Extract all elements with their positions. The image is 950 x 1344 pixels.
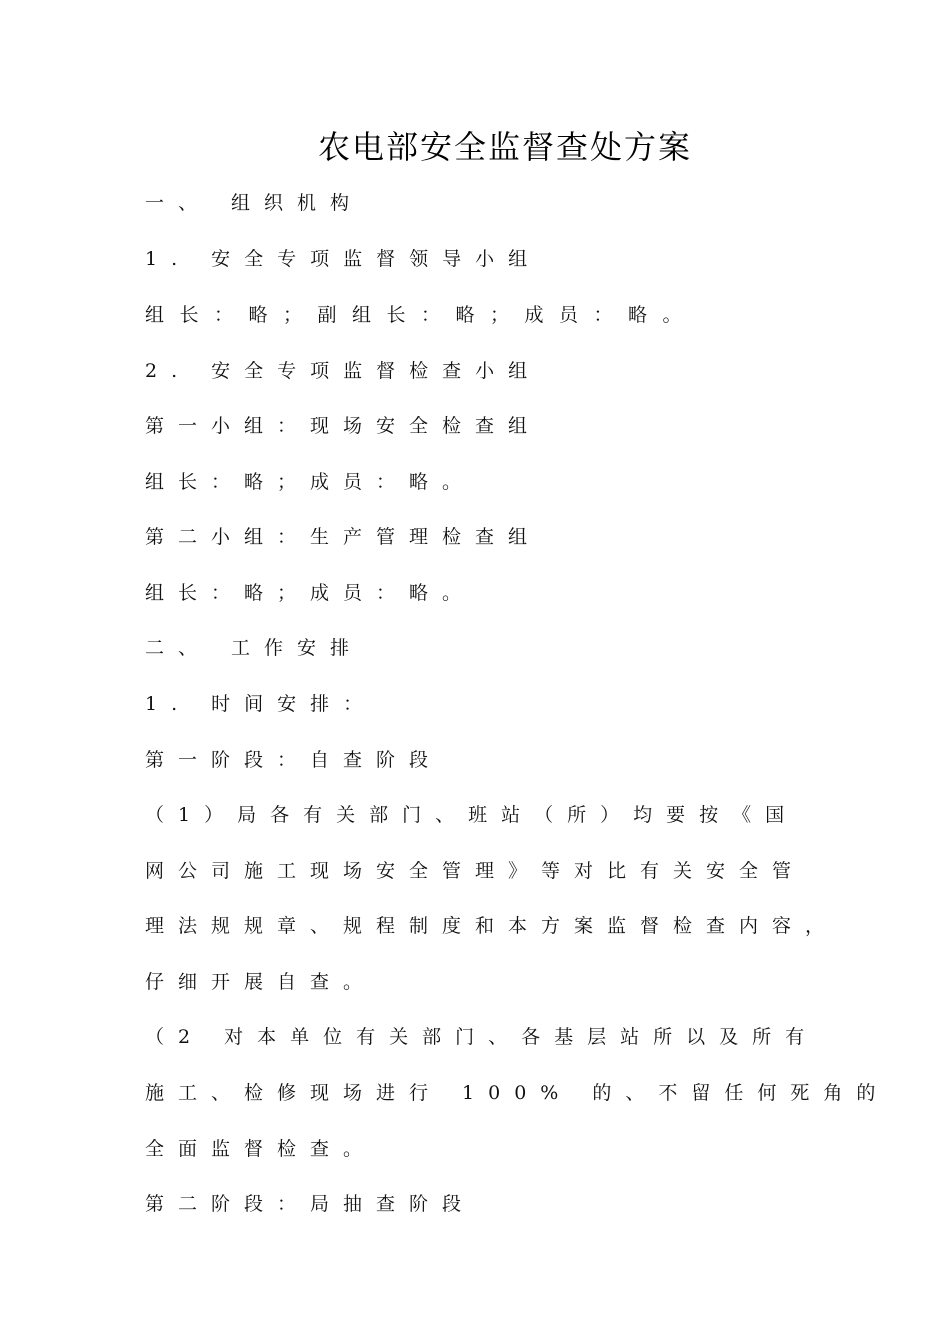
- section-heading-organization: 一、 组织机构: [145, 192, 364, 214]
- paragraph-line: 仔细开展自查。: [145, 971, 377, 993]
- paragraph-line: 组长：略；副组长：略；成员：略。: [145, 304, 698, 326]
- paragraph-line: 网公司施工现场安全管理》等对比有关安全管: [145, 860, 806, 882]
- section-heading-work-arrangement: 二、 工作安排: [145, 637, 364, 659]
- paragraph-line: 2. 安全专项监督检查小组: [145, 360, 542, 382]
- paragraph-line: 施工、检修现场进行 100% 的、不留任何死角的: [145, 1082, 890, 1104]
- paragraph-line: 第二阶段：局抽查阶段: [145, 1193, 476, 1215]
- paragraph-line: 第一阶段：自查阶段: [145, 749, 443, 771]
- paragraph-line: （1）局各有关部门、班站（所）均要按《国: [145, 804, 799, 826]
- document-title: 农电部安全监督查处方案: [317, 128, 692, 166]
- paragraph-line: 1. 时间安排：: [145, 693, 377, 715]
- paragraph-line: 第一小组：现场安全检查组: [145, 415, 542, 437]
- paragraph-line: （2 对本单位有关部门、各基层站所以及所有: [145, 1026, 819, 1048]
- paragraph-line: 组长：略；成员：略。: [145, 582, 476, 604]
- paragraph-line: 全面监督检查。: [145, 1138, 377, 1160]
- paragraph-line: 第二小组：生产管理检查组: [145, 526, 542, 548]
- paragraph-line: 理法规规章、规程制度和本方案监督检查内容，: [145, 915, 839, 937]
- paragraph-line: 组长：略；成员：略。: [145, 471, 476, 493]
- paragraph-line: 1. 安全专项监督领导小组: [145, 248, 542, 270]
